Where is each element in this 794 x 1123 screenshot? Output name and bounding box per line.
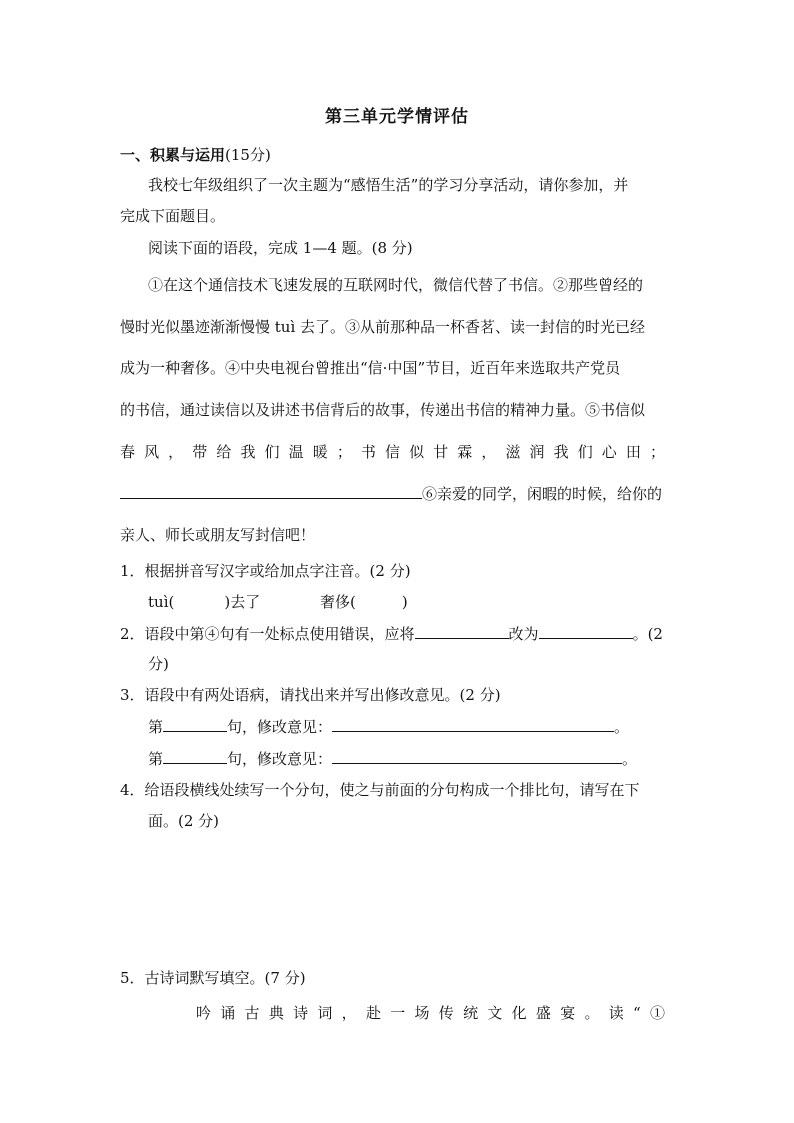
intro-line-2: 完成下面题目。 <box>120 207 226 225</box>
passage-line-5: 春风，带给我们温暖；书信似甘霖，滋润我们心田； <box>120 443 674 461</box>
question-1-item-a <box>148 592 260 612</box>
section-score: (15分) <box>225 146 271 164</box>
question-4-answer-area[interactable] <box>148 840 674 950</box>
q3-row2-label: 句，修改意见： <box>227 750 333 768</box>
q2-blank-from[interactable] <box>415 623 509 639</box>
q1-item-a-prefix: tuì( <box>148 593 175 611</box>
passage-line-6-text: ⑥亲爱的同学，闲暇的时候，给你的 <box>422 485 663 503</box>
question-3: 3．语段中有两处语病，请找出来并写出修改意见。(2 分) <box>120 686 501 704</box>
intro-line-1: 我校七年级组织了一次主题为“感悟生活”的学习分享活动，请你参加，并 <box>148 176 629 194</box>
section-heading <box>120 145 271 165</box>
passage-line-6 <box>120 483 662 504</box>
q2-text-c: 。(2 <box>632 625 663 643</box>
continuation-blank[interactable] <box>120 483 422 499</box>
question-2-cont: 分) <box>148 655 169 673</box>
question-5-line-1: 吟诵古典诗词，赴一场传统文化盛宴。读“① <box>196 1004 674 1022</box>
passage-line-2: 慢时光似墨迹渐渐慢慢 tuì 去了。③从前那种品一杯香茗、读一封信的时光已经 <box>120 318 646 336</box>
question-2 <box>120 623 663 644</box>
q3-row2-fix-blank[interactable] <box>332 748 622 764</box>
q3-row1-end: 。 <box>614 718 630 736</box>
q3-row2-sentence-blank[interactable] <box>163 748 227 764</box>
question-4-line-2: 面。(2 分) <box>148 812 220 830</box>
q3-row1-fix-blank[interactable] <box>332 716 614 732</box>
passage-line-4: 的书信，通过读信以及讲述书信背后的故事，传递出书信的精神力量。⑤书信似 <box>120 401 646 419</box>
q1-item-b-prefix: 奢侈( <box>320 593 356 611</box>
q2-text-a: 2．语段中第④句有一处标点使用错误，应将 <box>120 625 415 643</box>
passage-line-7: 亲人、师长或朋友写封信吧！ <box>120 526 316 544</box>
question-4-line-1: 4．给语段横线处续写一个分句，使之与前面的分句构成一个排比句，请写在下 <box>120 781 640 799</box>
question-1-item-b <box>320 592 408 612</box>
q3-row1-prefix: 第 <box>148 718 164 736</box>
q3-row1-sentence-blank[interactable] <box>163 716 227 732</box>
q1-item-b-suffix: ) <box>401 593 408 611</box>
question-5: 5．古诗词默写填空。(7 分) <box>120 969 306 987</box>
question-3-row-2 <box>148 748 637 769</box>
intro-instruction: 阅读下面的语段，完成 1—4 题。(8 分) <box>148 239 413 257</box>
q2-text-b: 改为 <box>508 625 539 643</box>
question-3-row-1 <box>148 716 629 737</box>
q1-item-a-suffix: )去了 <box>224 593 261 611</box>
q3-row2-prefix: 第 <box>148 750 164 768</box>
q3-row1-label: 句，修改意见： <box>227 718 333 736</box>
page-title: 第三单元学情评估 <box>325 107 469 127</box>
q3-row2-end: 。 <box>622 750 638 768</box>
passage-line-1: ①在这个通信技术飞速发展的互联网时代，微信代替了书信。②那些曾经的 <box>148 276 644 294</box>
passage-line-3: 成为一种奢侈。④中央电视台曾推出“信·中国”节目，近百年来选取共产党员 <box>120 359 621 377</box>
section-heading-text: 一、积累与运用 <box>120 146 226 164</box>
question-1: 1．根据拼音写汉字或给加点字注音。(2 分) <box>120 562 411 580</box>
q2-blank-to[interactable] <box>539 623 633 639</box>
